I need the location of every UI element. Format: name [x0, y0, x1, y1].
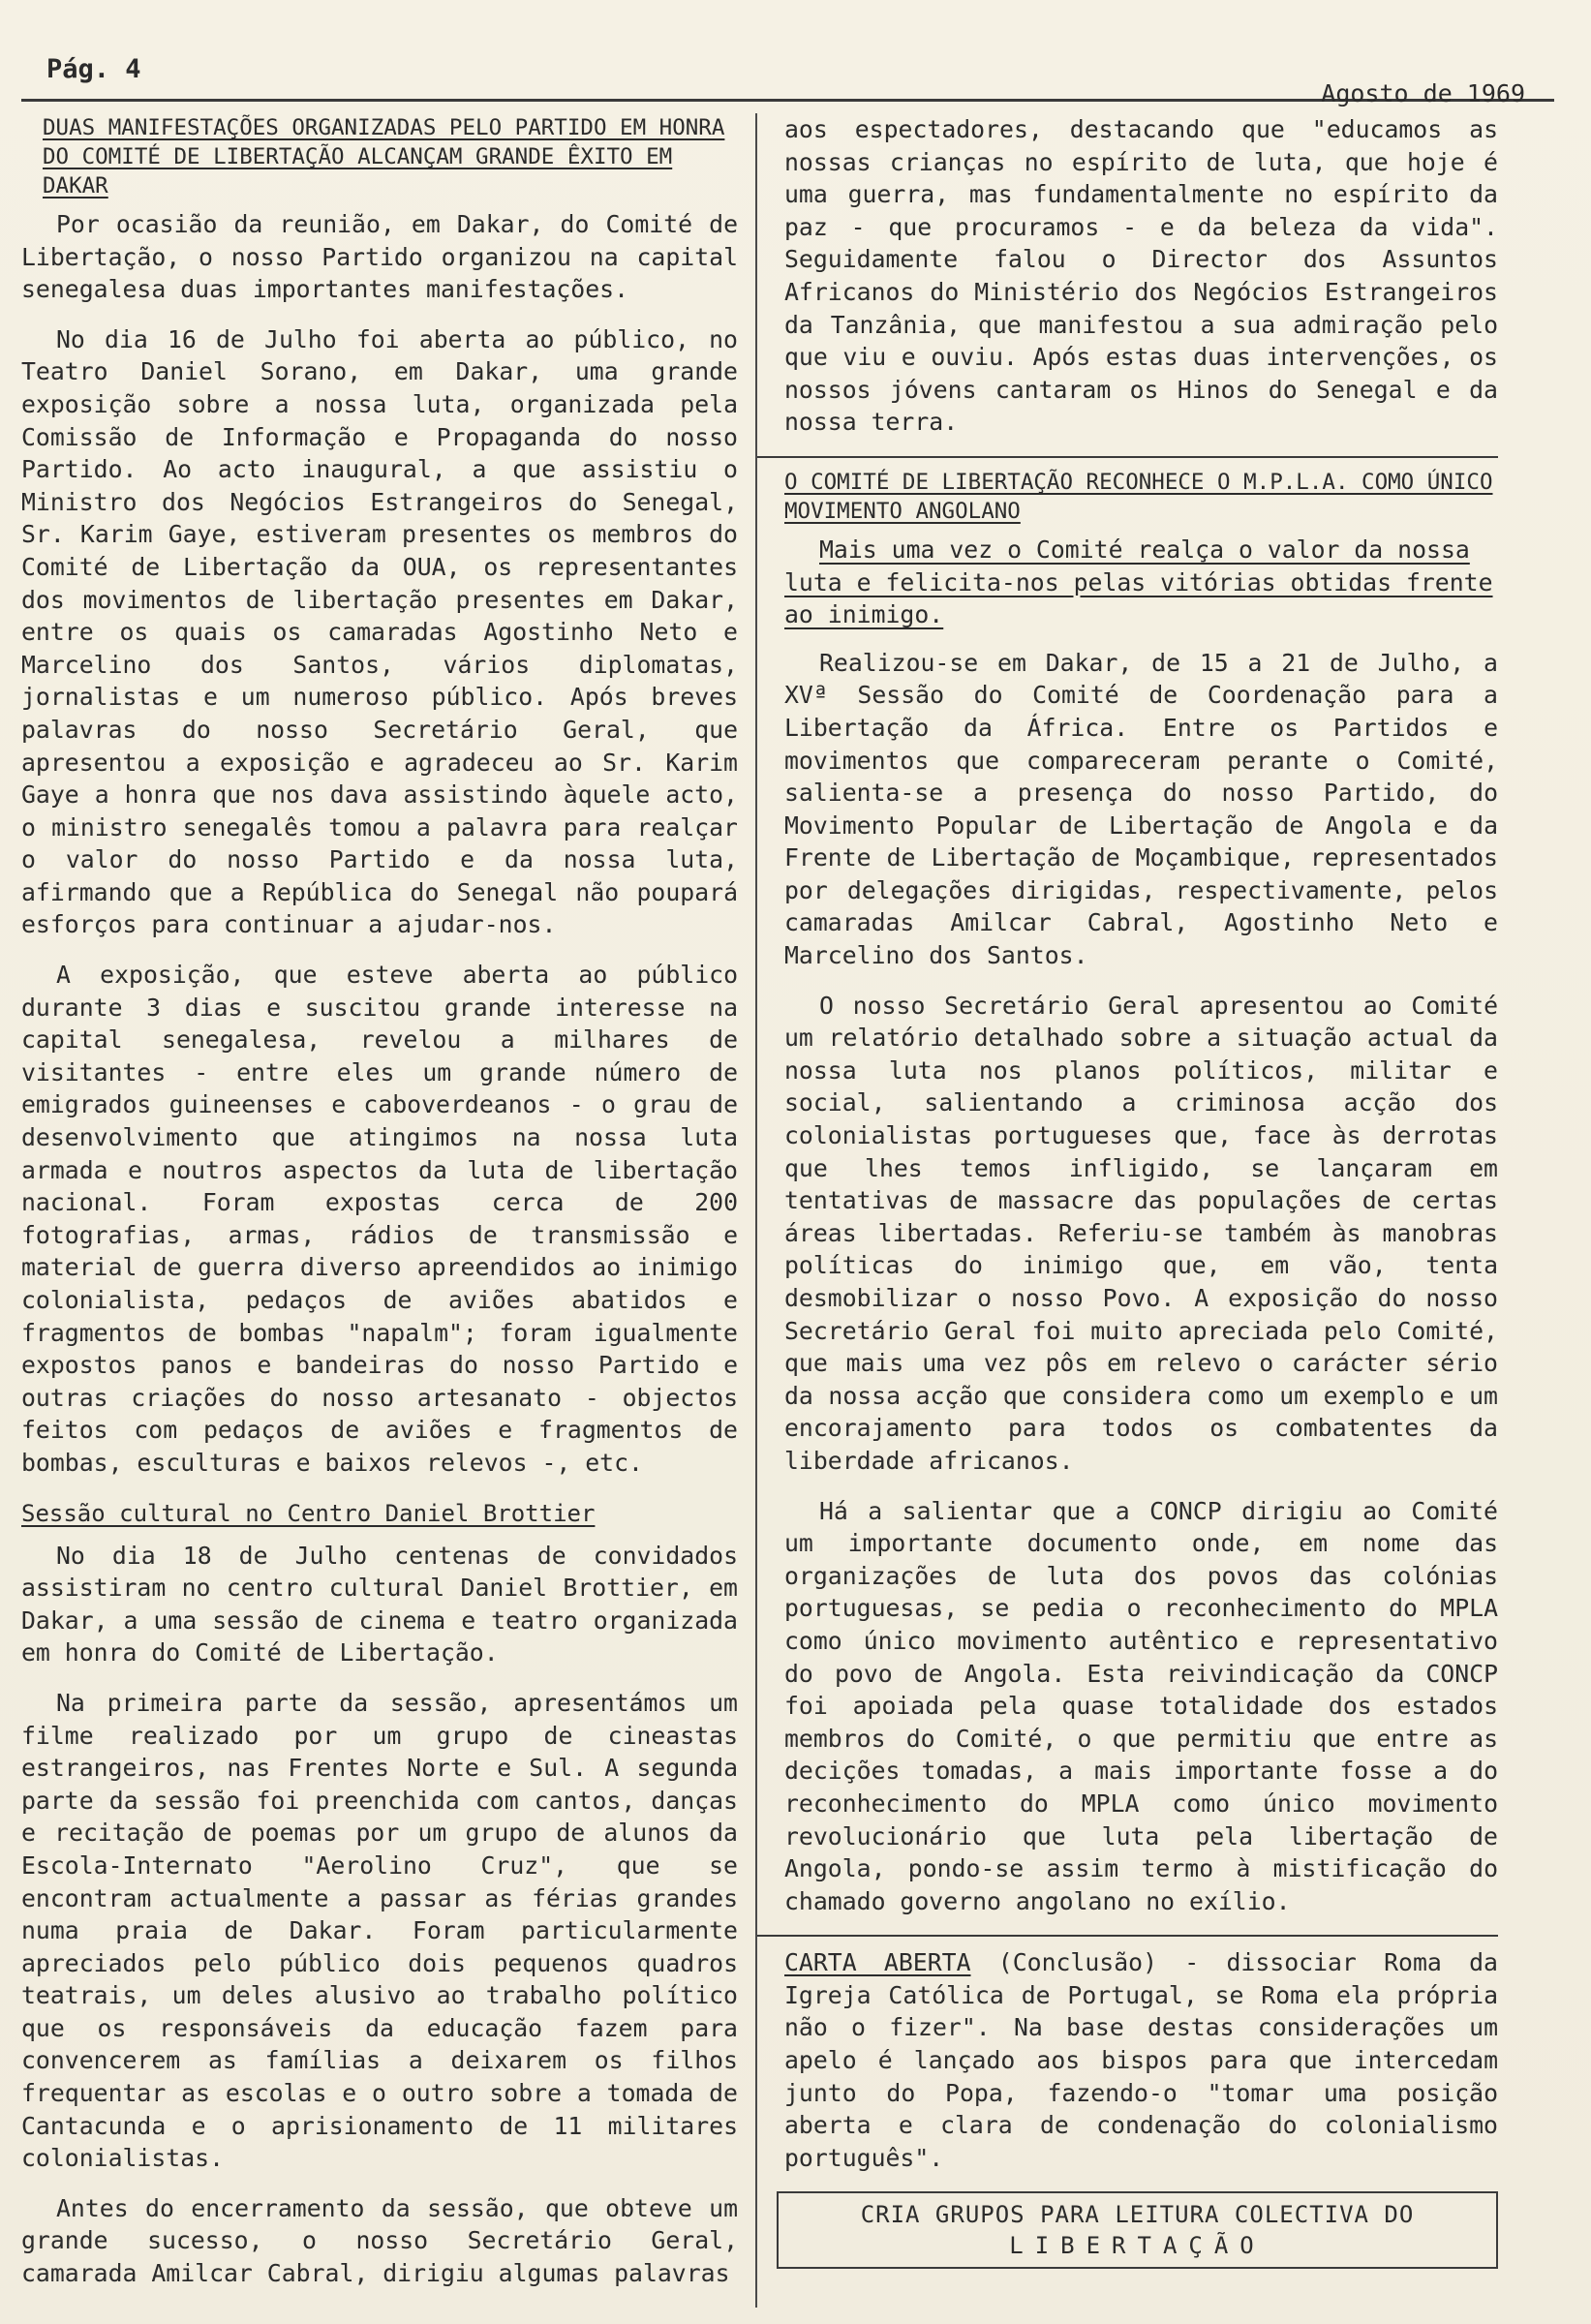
lead-text: Mais uma vez o Comité realça o valor da nossa luta e felicita-nos pelas vitórias obtidas frente ao inimigo. — [784, 535, 1493, 629]
carta-aberta-paragraph — [784, 1946, 1498, 2174]
issue-date: Agosto de 1969 — [1321, 79, 1525, 107]
cultural-session-subhead: Sessão cultural no Centro Daniel Brottier — [21, 1499, 596, 1527]
article-paragraph: No dia 18 de Julho centenas de convidados assistiram no centro cultural Daniel Brottier, em Dakar, a uma sessão de cinema e teatro organizada em honra do Comité de Libertação. — [21, 1541, 738, 1667]
article-paragraph: O nosso Secretário Geral apresentou ao Comité um relatório detalhado sobre a situação actual da nossa luta nos planos políticos, militar e social, salientando a criminosa acção dos colonialistas portugueses que, face às derrotas que lhes temos infligido, se lançaram em tentativas de massacre das populações de certas áreas libertadas. Referiu-se também às manobras políticas do inimigo que, em vão, tenta desmobilizar o nosso Povo. A exposição do nosso Secretário Geral foi muito apreciada pelo Comité, que mais uma vez pôs em relevo o carácter sério da nossa acção que considera como um exemplo e um encorajamento para todos os combatentes da liberdade africanos. — [784, 991, 1498, 1475]
right-headline: O COMITÉ DE LIBERTAÇÃO RECONHECE O M.P.L.A. COMO ÚNICO MOVIMENTO ANGOLANO — [784, 469, 1493, 524]
divider — [757, 456, 1498, 458]
divider — [757, 1935, 1498, 1937]
article-paragraph: No dia 16 de Julho foi aberta ao público, no Teatro Daniel Sorano, em Dakar, uma grande exposição sobre a nossa luta, organizada pela Comissão de Informação e Propaganda do nosso Partido. Ao acto inaugural, a que assistiu o Ministro dos Negócios Estrangeiros do Senegal, Sr. Karim Gaye, estiveram presentes os membros do Comité de Libertação da OUA, os representantes dos movimentos de libertação presentes em Dakar, entre os quais os camaradas Agostinho Neto e Marcelino dos Santos, vários diplomatas, jornalistas e um numeroso público. Após breves palavras do nosso Secretário Geral, que apresentou a exposição e agradeceu ao Sr. Karim Gaye a honra que nos dava assistindo àquele acto, o ministro senegalês tomou a palavra para realçar o valor do nosso Partido e da nossa luta, afirmando que a República do Senegal não poupará esforços para continuar a ajudar-nos. — [21, 324, 738, 939]
box-line-1: CRIA GRUPOS PARA LEITURA COLECTIVA DO — [860, 2201, 1415, 2229]
continuation-paragraph: aos espectadores, destacando que "educamos as nossas crianças no espírito de luta, que hoje é uma guerra, mas fundamentalmente no espírito da paz - que procuramos - e da beleza da vida". Seguidamente falou o Director dos Assuntos Africanos do Ministério dos Negócios Estrangeiros da Tanzânia, que manifestou a sua admiração pelo que viu e ouviu. Após estas duas intervenções, os nossos jóvens cantaram os Hinos do Senegal e da nossa terra. — [784, 115, 1498, 437]
article-paragraph: Na primeira parte da sessão, apresentámos um filme realizado por um grupo de cineastas estrangeiros, nas Frentes Norte e Sul. A segunda parte da sessão foi preenchida com cantos, danças e recitação de poemas por um grupo de alunos da Escola-Internato "Aerolino Cruz", que se encontram actualmente a passar as férias grandes numa praia de Dakar. Foram particularmente apreciados pelo público dois pequenos quadros teatrais, um deles alusivo ao trabalho político que os responsáveis da educação fazem para convencerem as famílias a deixarem os filhos frequentar as escolas e o outro sobre a tomada de Cantacunda e o aprisionamento de 11 militares colonialistas. — [21, 1688, 738, 2173]
right-column — [757, 113, 1498, 2308]
columns — [21, 113, 1554, 2308]
article-paragraph: Por ocasião da reunião, em Dakar, do Comité de Libertação, o nosso Partido organizou na capital senegalesa duas importantes manifestações. — [21, 210, 738, 304]
page-number: Pág. 4 — [46, 54, 141, 84]
box-line-2: LIBERTAÇÃO — [1009, 2232, 1266, 2260]
left-column — [21, 113, 757, 2308]
carta-aberta-label: CARTA ABERTA — [784, 1948, 971, 1977]
article-paragraph: A exposição, que esteve aberta ao público durante 3 dias e suscitou grande interesse na capital senegalesa, revelou a milhares de visitantes - entre eles um grande número de emigrados guineenses e caboverdeanos - o grau de desenvolvimento que atingimos na nossa luta armada e noutros aspectos da luta de libertação nacional. Foram expostas cerca de 200 fotografias, armas, rádios de transmissão e material de guerra diverso apreendidos ao inimigo colonialista, pedaços de aviões abatidos e fragmentos de bombas "napalm"; foram igualmente expostos panos e bandeiras do nosso Partido e outras criações do nosso artesanato - objectos feitos com pedaços de aviões e fragmentos de bombas, esculturas e baixos relevos -, etc. — [21, 961, 738, 1477]
reading-groups-box — [777, 2191, 1498, 2269]
carta-aberta-text: (Conclusão) - dissociar Roma da Igreja Católica de Portugal, se Roma ela própria não o fizer". Na base destas considerações um apelo é lançado aos bispos para que intercedam junto do Popa, fazendo-o "tomar uma posição aberta e clara de condenação do colonialismo português". — [784, 1948, 1498, 2172]
article-paragraph: Realizou-se em Dakar, de 15 a 21 de Julho, a XVª Sessão do Comité de Coordenação para a Libertação da África. Entre os Partidos e movimentos que compareceram perante o Comité, salienta-se a presença do nosso Partido, do Movimento Popular de Libertação de Angola e da Frente de Libertação de Moçambique, representados por delegações dirigidas, respectivamente, pelos camaradas Amilcar Cabral, Agostinho Neto e Marcelino dos Santos. — [784, 648, 1498, 970]
article-paragraph: Antes do encerramento da sessão, que obteve um grande sucesso, o nosso Secretário Geral, camarada Amilcar Cabral, dirigiu algumas palavras — [21, 2193, 738, 2288]
article-paragraph: Há a salientar que a CONCP dirigiu ao Comité um importante documento onde, em nome das organizações de luta dos povos das colónias portuguesas, se pedia o reconhecimento do MPLA como único movimento autêntico e representativo do povo de Angola. Esta reivindicação da CONCP foi apoiada pela quase totalidade dos estados membros do Comité, o que permitiu que entre as decições tomadas, a mais importante fosse a do reconhecimento do MPLA como único movimento revolucionário que luta pela libertação de Angola, pondo-se assim termo à mistificação do chamado governo angolano no exílio. — [784, 1496, 1498, 1915]
left-headline: DUAS MANIFESTAÇÕES ORGANIZADAS PELO PARTIDO EM HONRA DO COMITÉ DE LIBERTAÇÃO ALCANÇAM GRANDE ÊXITO EM DAKAR — [43, 115, 725, 199]
page-header — [21, 50, 1554, 107]
